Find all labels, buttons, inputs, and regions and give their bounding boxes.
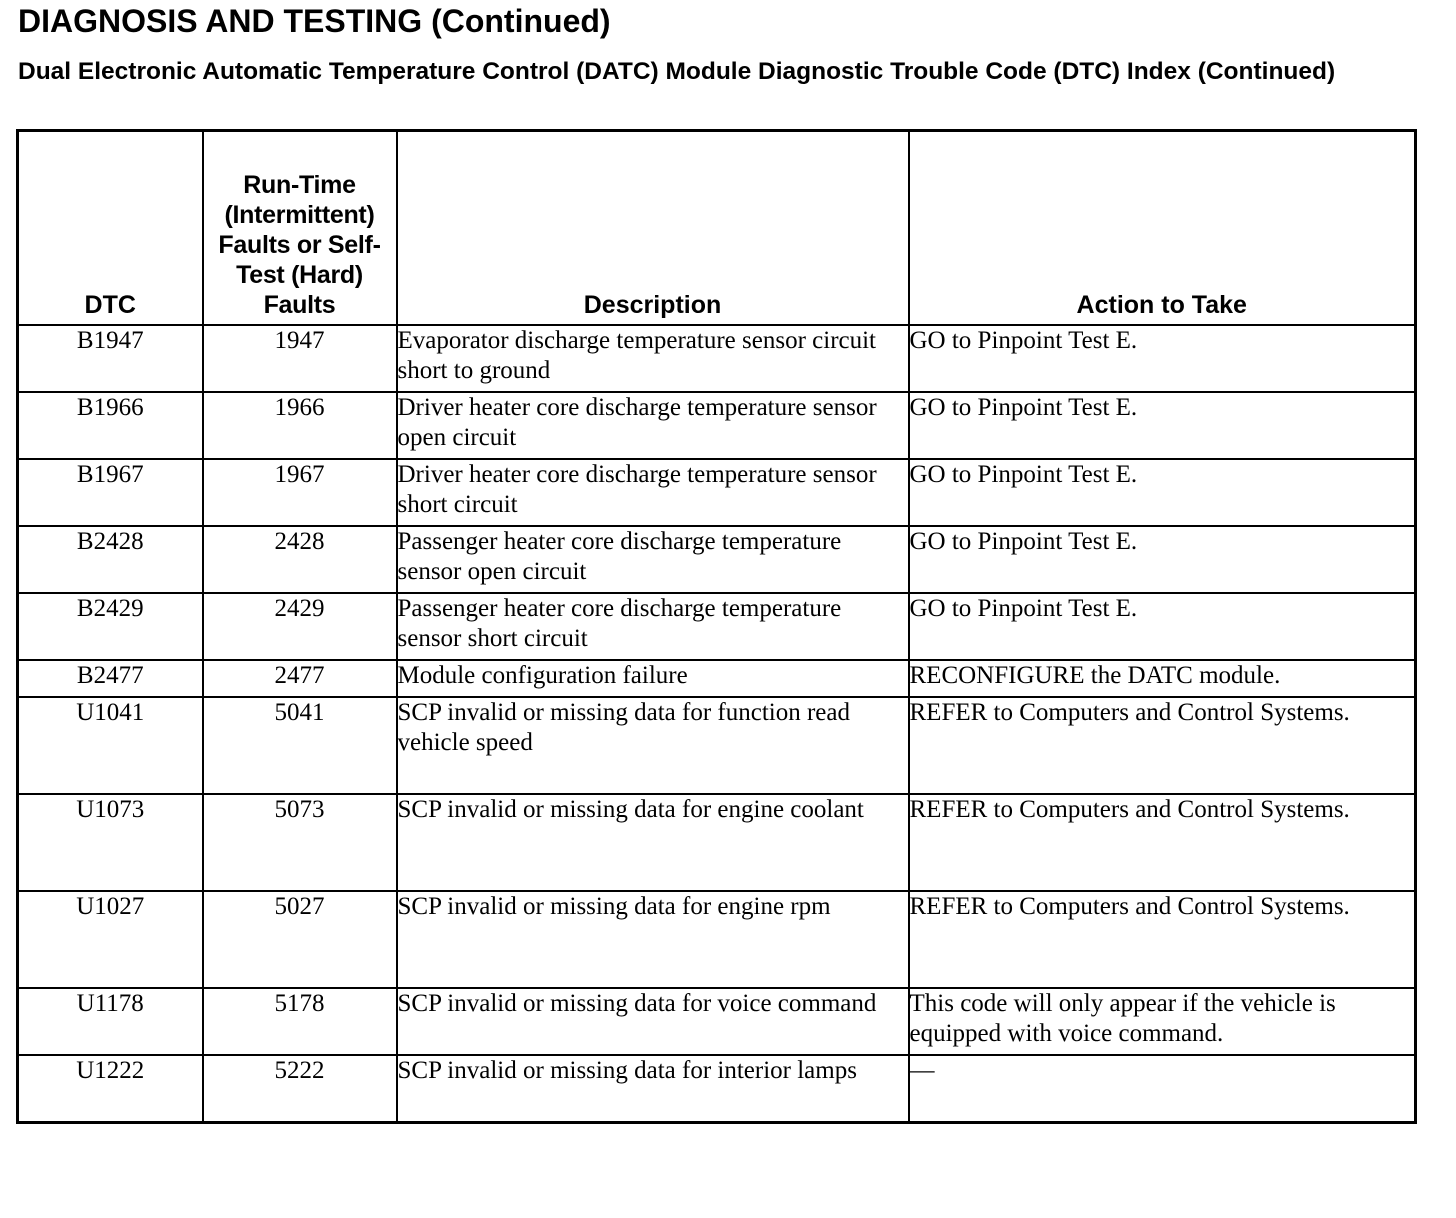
- cell-action: GO to Pinpoint Test E.: [909, 526, 1416, 593]
- cell-dtc: B2428: [18, 526, 203, 593]
- cell-runtime: 5041: [203, 697, 397, 794]
- cell-dtc: B2429: [18, 593, 203, 660]
- cell-action: REFER to Computers and Control Systems.: [909, 891, 1416, 988]
- table-row: [18, 891, 1416, 988]
- cell-dtc: B2477: [18, 660, 203, 697]
- cell-description: Driver heater core discharge temperature sensor open circuit: [397, 392, 909, 459]
- cell-action: REFER to Computers and Control Systems.: [909, 794, 1416, 891]
- cell-dtc: U1222: [18, 1055, 203, 1123]
- cell-dtc: U1041: [18, 697, 203, 794]
- column-header-description: Description: [397, 131, 909, 326]
- cell-description: SCP invalid or missing data for engine rpm: [397, 891, 909, 988]
- cell-runtime: 2477: [203, 660, 397, 697]
- cell-description: Evaporator discharge temperature sensor circuit short to ground: [397, 325, 909, 392]
- table-row: [18, 459, 1416, 526]
- cell-runtime: 5027: [203, 891, 397, 988]
- cell-description: Driver heater core discharge temperature sensor short circuit: [397, 459, 909, 526]
- cell-description: SCP invalid or missing data for interior lamps: [397, 1055, 909, 1123]
- cell-action: GO to Pinpoint Test E.: [909, 325, 1416, 392]
- cell-runtime: 2429: [203, 593, 397, 660]
- cell-action: GO to Pinpoint Test E.: [909, 392, 1416, 459]
- table-row: [18, 593, 1416, 660]
- table-row: [18, 660, 1416, 697]
- dtc-index-table: [16, 129, 1417, 1124]
- table-header-row: [18, 131, 1416, 326]
- page-title: DIAGNOSIS AND TESTING (Continued): [18, 3, 611, 39]
- cell-runtime: 1947: [203, 325, 397, 392]
- cell-action: RECONFIGURE the DATC module.: [909, 660, 1416, 697]
- table-row: [18, 794, 1416, 891]
- table-row: [18, 526, 1416, 593]
- cell-runtime: 2428: [203, 526, 397, 593]
- cell-description: Passenger heater core discharge temperature sensor short circuit: [397, 593, 909, 660]
- cell-dtc: U1178: [18, 988, 203, 1055]
- cell-runtime: 5073: [203, 794, 397, 891]
- cell-action: GO to Pinpoint Test E.: [909, 459, 1416, 526]
- cell-description: Passenger heater core discharge temperature sensor open circuit: [397, 526, 909, 593]
- cell-dtc: U1073: [18, 794, 203, 891]
- column-header-action: Action to Take: [909, 131, 1416, 326]
- cell-dtc: B1947: [18, 325, 203, 392]
- column-header-dtc: DTC: [18, 131, 203, 326]
- table-row: [18, 325, 1416, 392]
- cell-description: SCP invalid or missing data for function read vehicle speed: [397, 697, 909, 794]
- table-row: [18, 697, 1416, 794]
- cell-dtc: B1966: [18, 392, 203, 459]
- cell-action: This code will only appear if the vehicle is equipped with voice command.: [909, 988, 1416, 1055]
- cell-runtime: 1967: [203, 459, 397, 526]
- cell-runtime: 1966: [203, 392, 397, 459]
- cell-dtc: U1027: [18, 891, 203, 988]
- table-row: [18, 1055, 1416, 1123]
- table-row: [18, 988, 1416, 1055]
- cell-action: GO to Pinpoint Test E.: [909, 593, 1416, 660]
- cell-description: SCP invalid or missing data for engine coolant: [397, 794, 909, 891]
- cell-description: SCP invalid or missing data for voice command: [397, 988, 909, 1055]
- cell-description: Module configuration failure: [397, 660, 909, 697]
- cell-runtime: 5178: [203, 988, 397, 1055]
- cell-action: REFER to Computers and Control Systems.: [909, 697, 1416, 794]
- cell-dtc: B1967: [18, 459, 203, 526]
- cell-runtime: 5222: [203, 1055, 397, 1123]
- cell-action: —: [909, 1055, 1416, 1123]
- section-title: Dual Electronic Automatic Temperature Control (DATC) Module Diagnostic Trouble Code (DTC) Index (Continued): [18, 58, 1336, 85]
- table-row: [18, 392, 1416, 459]
- column-header-runtime-faults: Run-Time (Intermittent) Faults or Self-Test (Hard) Faults: [203, 131, 397, 326]
